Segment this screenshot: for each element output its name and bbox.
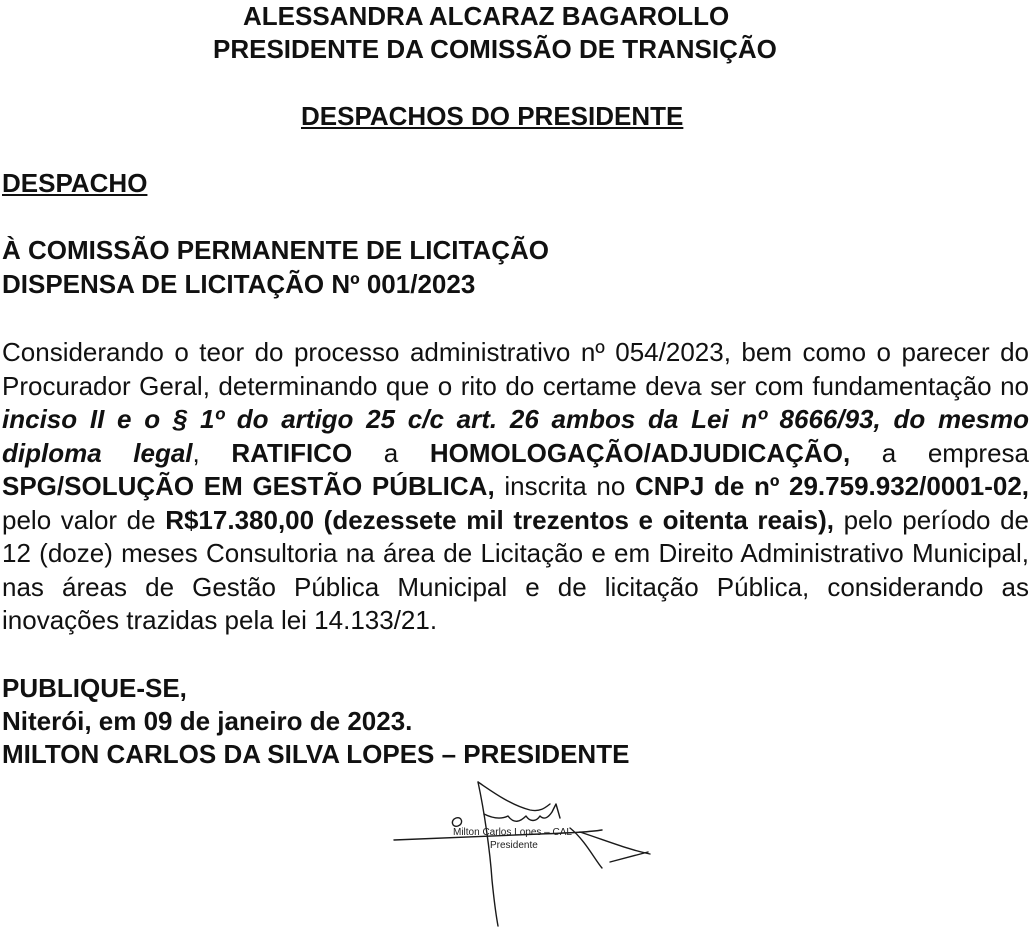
publique-line: PUBLIQUE-SE,: [2, 673, 187, 703]
recipient-block: [2, 233, 549, 301]
body-sep-4: inscrita no: [494, 471, 635, 501]
section-title: DESPACHOS DO PRESIDENTE: [301, 101, 684, 131]
body-intro: Considerando o teor do processo administrativo nº 054/2023, bem como o parecer do Procurador Geral, determinando que o rito do certame deva ser com fundamentação no: [2, 337, 1029, 401]
signature-stamp: [380, 770, 670, 928]
signer-line: MILTON CARLOS DA SILVA LOPES – PRESIDENTE: [2, 739, 630, 769]
closing-block: [2, 672, 629, 771]
body-conclusion: pelo período de 12 (doze) meses Consultoria na área de Licitação e em Direito Administrativo Municipal, nas áreas de Gestão Pública Municipal e de licitação Pública, considerando as inovações trazidas pela lei 14.133/21.: [2, 504, 1029, 635]
body-sep-3: a empresa: [850, 437, 1029, 468]
body-sep-5: pelo valor de: [2, 504, 166, 535]
legal-basis: inciso II e o § 1º do artigo 25 c/c art. 26 ambos da Lei nº 8666/93, do mesmo diploma legal: [2, 404, 1029, 468]
body-sep-2: a: [352, 437, 430, 468]
header-name: ALESSANDRA ALCARAZ BAGAROLLO: [243, 1, 730, 31]
body-sep-1: ,: [192, 437, 232, 468]
homologacao-text: HOMOLOGAÇÃO/ADJUDICAÇÃO,: [429, 437, 851, 468]
despacho-label: DESPACHO: [2, 168, 148, 198]
recipient-line-1: À COMISSÃO PERMANENTE DE LICITAÇÃO: [2, 235, 549, 265]
recipient-line-2: DISPENSA DE LICITAÇÃO Nº 001/2023: [2, 269, 476, 299]
company-name: SPG/SOLUÇÃO EM GESTÃO PÚBLICA,: [2, 471, 495, 501]
ratifico-text: RATIFICO: [231, 437, 353, 468]
signature-name: Milton Carlos Lopes – CAL: [453, 827, 572, 838]
contract-value: R$17.380,00 (dezessete mil trezentos e oitenta reais),: [165, 504, 834, 535]
cnpj-number: CNPJ de nº 29.759.932/0001-02,: [634, 471, 1029, 501]
place-date-line: Niterói, em 09 de janeiro de 2023.: [2, 706, 413, 736]
header-role: PRESIDENTE DA COMISSÃO DE TRANSIÇÃO: [213, 34, 777, 64]
despacho-body: [2, 336, 1029, 638]
signature-role: Presidente: [490, 840, 538, 851]
